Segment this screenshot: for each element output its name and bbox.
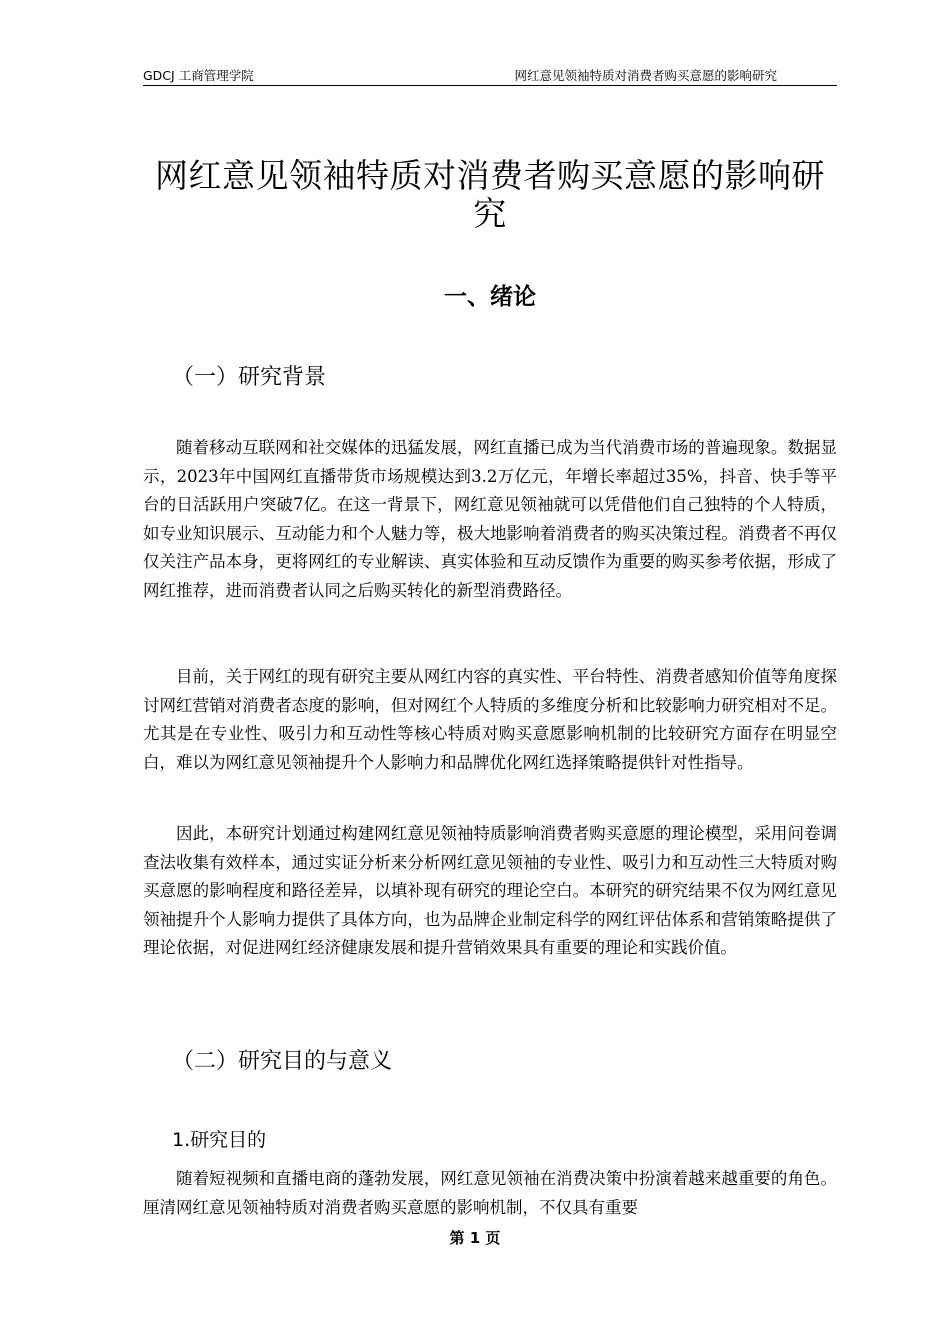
section-heading-purpose: （二）研究目的与意义	[172, 1049, 393, 1074]
paragraph-background-3: 因此，本研究计划通过构建网红意见领袖特质影响消费者购买意愿的理论模型，采用问卷调查法收集有效样本，通过实证分析来分析网红意见领袖的专业性、吸引力和互动性三大特质对购买意愿的影响程度和路径差异，以填补现有研究的理论空白。本研究的研究结果不仅为网红意见领袖提升个人影响力提供了具体方向，也为品牌企业制定科学的网红评估体系和营销策略提供了理论依据，对促进网红经济健康发展和提升营销效果具有重要的理论和实践价值。	[143, 824, 837, 958]
section-heading-background: （一）研究背景	[172, 365, 327, 390]
document-title: 网红意见领袖特质对消费者购买意愿的影响研究	[155, 156, 825, 233]
paragraph-purpose-1: 随着短视频和直播电商的蓬勃发展，网红意见领袖在消费决策中扮演着越来越重要的角色。厘清网红意见领袖特质对消费者购买意愿的影响机制，不仅具有重要	[143, 1169, 837, 1217]
subsection-heading-purpose: 1.研究目的	[172, 1129, 267, 1151]
page-header	[143, 67, 837, 86]
chapter-heading: 一、绪论	[444, 284, 536, 310]
paragraph-background-1: 随着移动互联网和社交媒体的迅猛发展，网红直播已成为当代消费市场的普遍现象。数据显示，2023年中国网红直播带货市场规模达到3.2万亿元，年增长率超过35%，抖音、快手等平台的日活跃用户突破7亿。在这一背景下，网红意见领袖就可以凭借他们自己独特的个人特质，如专业知识展示、互动能力和个人魅力等，极大地影响着消费者的购买决策过程。消费者不再仅仅关注产品本身，更将网红的专业解读、真实体验和互动反馈作为重要的购买参考依据，形成了网红推荐，进而消费者认同之后购买转化的新型消费路径。	[143, 438, 837, 600]
header-running-title: 网红意见领袖特质对消费者购买意愿的影响研究	[514, 68, 777, 83]
header-institution: GDCJ 工商管理学院	[143, 68, 254, 83]
page-number: 第 1 页	[449, 1229, 501, 1247]
paragraph-background-2: 目前，关于网红的现有研究主要从网红内容的真实性、平台特性、消费者感知价值等角度探讨网红营销对消费者态度的影响，但对网红个人特质的多维度分析和比较影响力研究相对不足。尤其是在专业性、吸引力和互动性等核心特质对购买意愿影响机制的比较研究方面存在明显空白，难以为网红意见领袖提升个人影响力和品牌优化网红选择策略提供针对性指导。	[143, 667, 837, 772]
